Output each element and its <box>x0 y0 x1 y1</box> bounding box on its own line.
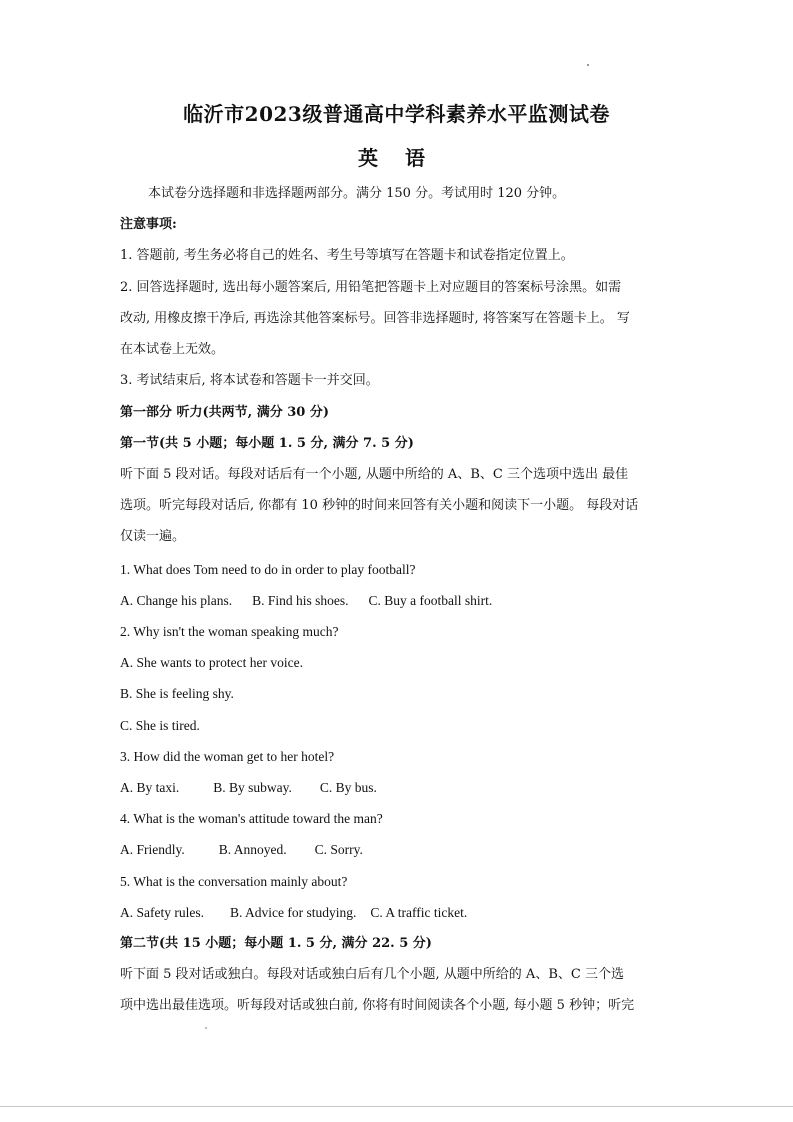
scan-speck <box>587 64 589 66</box>
question-4-option-b: B. Annoyed. <box>218 842 287 857</box>
notice-heading: 注意事项: <box>120 217 177 232</box>
question-4: 4. What is the woman's attitude toward the man? <box>120 811 383 826</box>
question-3: 3. How did the woman get to her hotel? <box>120 749 335 764</box>
question-1-option-a: A. Change his plans. <box>120 593 233 608</box>
scan-speck <box>205 1027 207 1029</box>
section2-instructions-line-2: 项中选出最佳选项。听每段对话或独白前, 你将有时间阅读各个小题, 每小题 5 秒钟；听完 <box>120 998 635 1013</box>
notice-item-2-line-3: 在本试卷上无效。 <box>120 342 225 357</box>
notice-item-1: 1. 答题前, 考生务必将自己的姓名、考生号等填写在答题卡和试卷指定位置上。 <box>120 248 574 263</box>
notice-item-2-line-1: 2. 回答选择题时, 选出每小题答案后, 用铅笔把答题卡上对应题目的答案标号涂黑。如需 <box>120 280 622 295</box>
question-4-options <box>120 841 363 859</box>
question-3-option-a: A. By taxi. <box>120 780 180 795</box>
question-3-option-b: B. By subway. <box>213 780 292 795</box>
question-5-options <box>120 904 467 922</box>
question-1-options <box>120 592 492 610</box>
question-5-option-b: B. Advice for studying. <box>229 905 357 920</box>
exam-title: 临沂市2023级普通高中学科素养水平监测试卷 <box>183 102 610 126</box>
section2-heading: 第二节(共 15 小题；每小题 1. 5 分, 满分 22. 5 分) <box>120 936 432 951</box>
question-5: 5. What is the conversation mainly about? <box>120 874 348 889</box>
exam-intro: 本试卷分选择题和非选择题两部分。满分 150 分。考试用时 120 分钟。 <box>148 186 566 201</box>
section1-instructions-line-2: 选项。听完每段对话后, 你都有 10 秒钟的时间来回答有关小题和阅读下一小题。 每段对话 <box>120 498 639 513</box>
question-5-option-c: C. A traffic ticket. <box>370 905 468 920</box>
question-2: 2. Why isn't the woman speaking much? <box>120 624 339 639</box>
question-2-option-a: A. She wants to protect her voice. <box>120 655 303 670</box>
question-4-option-a: A. Friendly. <box>120 842 185 857</box>
notice-item-2-line-2: 改动, 用橡皮擦干净后, 再选涂其他答案标号。回答非选择题时, 将答案写在答题卡上。 写 <box>120 311 630 326</box>
question-2-option-b: B. She is feeling shy. <box>120 686 234 701</box>
question-1: 1. What does Tom need to do in order to play football? <box>120 562 416 577</box>
question-5-option-a: A. Safety rules. <box>120 905 204 920</box>
part1-heading: 第一部分 听力(共两节, 满分 30 分) <box>120 405 330 420</box>
question-2-option-c: C. She is tired. <box>120 718 200 733</box>
section2-instructions-line-1: 听下面 5 段对话或独白。每段对话或独白后有几个小题, 从题中所给的 A、B、C 三个选 <box>120 967 624 982</box>
question-1-option-c: C. Buy a football shirt. <box>368 593 493 608</box>
notice-item-3: 3. 考试结束后, 将本试卷和答题卡一并交回。 <box>120 373 379 388</box>
question-1-option-b: B. Find his shoes. <box>252 593 349 608</box>
section1-instructions-line-1: 听下面 5 段对话。每段对话后有一个小题, 从题中所给的 A、B、C 三个选项中选出 最佳 <box>120 467 629 482</box>
exam-subject: 英 语 <box>358 146 435 170</box>
question-4-option-c: C. Sorry. <box>314 842 363 857</box>
page-bottom-rule <box>0 1106 793 1107</box>
section1-heading: 第一节(共 5 小题；每小题 1. 5 分, 满分 7. 5 分) <box>120 436 414 451</box>
section1-instructions-line-3: 仅读一遍。 <box>120 529 186 544</box>
question-3-option-c: C. By bus. <box>319 780 377 795</box>
question-3-options <box>120 779 377 797</box>
